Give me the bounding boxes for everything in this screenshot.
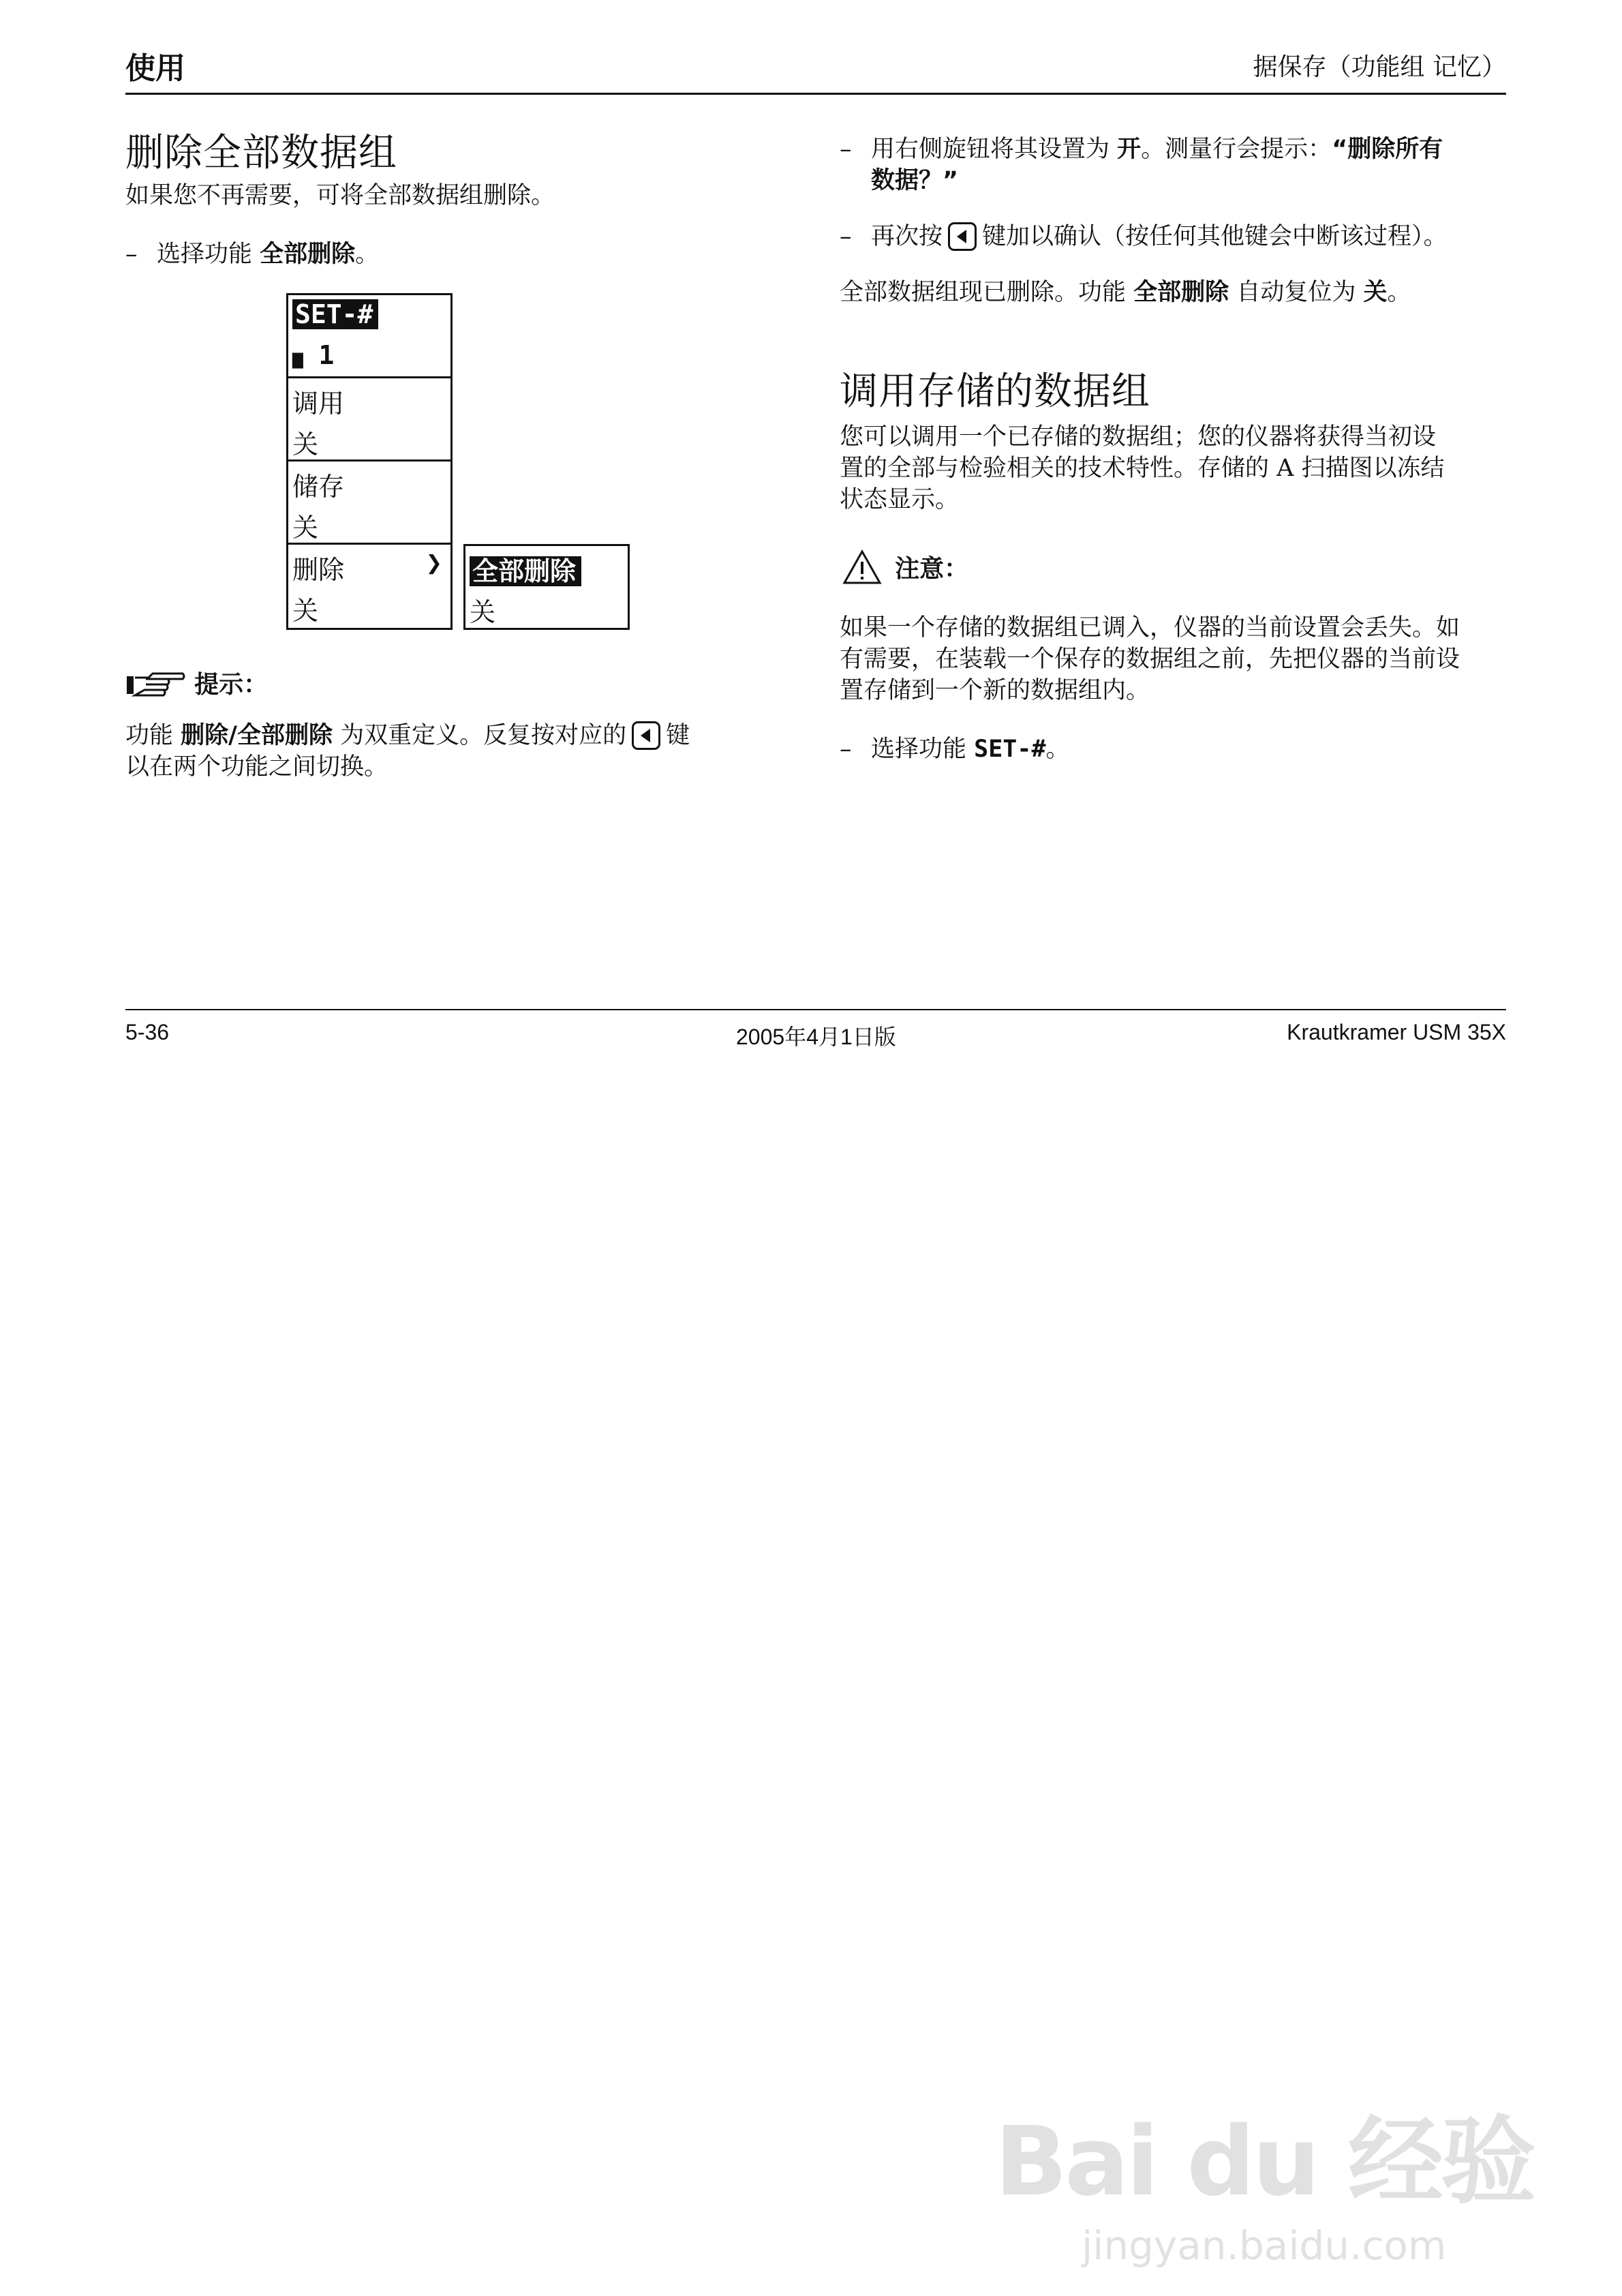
- punct: 。: [355, 241, 380, 268]
- page-number: 5-36: [125, 1020, 170, 1044]
- menu-store-label: 储存: [292, 472, 345, 502]
- caution-line3: 置存储到一个新的数据组内。: [840, 677, 1150, 704]
- footer-rule: [125, 1009, 1506, 1010]
- value-on: 开: [1117, 136, 1142, 163]
- tip-line1: 功能 删除/全部删除 为双重定义。反复按对应的 键: [125, 722, 690, 749]
- header-chapter: 据保存（功能组 记忆）: [1253, 53, 1506, 81]
- recall-para-line3: 状态显示。: [840, 486, 960, 513]
- function-name: SET-#: [974, 736, 1046, 763]
- list-dash: –: [840, 736, 852, 763]
- heading-recall: 调用存储的数据组: [840, 369, 1150, 414]
- tip-block: [125, 671, 268, 706]
- list-dash: –: [840, 223, 852, 250]
- watermark-logo: Bai du 经验: [994, 2106, 1533, 2218]
- menu-column: [286, 293, 453, 630]
- header-rule: [125, 93, 1506, 95]
- left-arrow-key-icon: [948, 222, 977, 251]
- caution-title: 注意：: [895, 555, 969, 583]
- menu-delete-value: 关: [292, 596, 319, 626]
- caution-line1: 如果一个存储的数据组已调入，仪器的当前设置会丢失。如: [840, 614, 1460, 641]
- step-select-set: – 选择功能 SET-#。: [840, 734, 1070, 765]
- pointing-hand-icon: [125, 671, 185, 698]
- menu-store-value: 关: [292, 513, 319, 543]
- menu-recall-cell: [288, 378, 450, 462]
- menu-set-title: SET-#: [292, 299, 378, 329]
- menu-set-cell: [288, 295, 450, 378]
- prompt-text-cont: 数据？”: [871, 167, 959, 194]
- header-section: 使用: [125, 51, 185, 86]
- recall-para-line2: 置的全部与检验相关的技术特性。存储的 A 扫描图以冻结: [840, 455, 1445, 482]
- menu-delete-all-value: 关: [470, 597, 496, 627]
- recall-para-line1: 您可以调用一个已存储的数据组；您的仪器将获得当初设: [840, 423, 1437, 451]
- prompt-text: “删除所有: [1332, 136, 1443, 163]
- menu-set-value: ▆ 1: [292, 340, 335, 370]
- step-set-on: – 用右侧旋钮将其设置为 开。测量行会提示：“删除所有: [840, 134, 1514, 165]
- menu-store-cell: [288, 462, 450, 545]
- menu-delete-cell: [288, 545, 450, 628]
- step-select-function: [125, 239, 379, 270]
- step-text: 选择功能: [157, 241, 253, 268]
- edition-date: 2005年4月1日版: [736, 1025, 896, 1049]
- function-name: 删除/全部删除: [181, 722, 333, 749]
- step-confirm: – 再次按 键加以确认（按任何其他键会中断该过程）。: [840, 221, 1448, 252]
- baidu-watermark: [994, 2085, 1533, 2269]
- warning-triangle-icon: [842, 549, 882, 585]
- menu-recall-label: 调用: [292, 389, 345, 419]
- caution-block: [842, 549, 968, 592]
- tip-line2: 以在两个功能之间切换。: [125, 753, 388, 781]
- function-name: 全部删除: [1133, 279, 1229, 306]
- heading-delete-all: 删除全部数据组: [125, 131, 397, 175]
- product-name: Krautkramer USM 35X: [1287, 1020, 1506, 1044]
- list-dash: –: [840, 136, 852, 163]
- menu-recall-value: 关: [292, 429, 319, 459]
- tip-title: 提示：: [194, 671, 269, 699]
- value-off: 关: [1363, 279, 1388, 306]
- chevron-right-icon: ❯: [425, 547, 442, 579]
- menu-delete-all-cell: [465, 546, 628, 629]
- chevron-right-icon: ❯: [602, 549, 619, 580]
- menu-delete-label: 删除: [292, 555, 345, 585]
- watermark-url: jingyan.baidu.com: [1082, 2222, 1447, 2269]
- list-dash: –: [125, 241, 138, 268]
- set-marker-icon: ▆: [292, 348, 303, 369]
- intro-text: 如果您不再需要，可将全部数据组删除。: [125, 182, 555, 209]
- left-arrow-key-icon: [632, 721, 660, 750]
- menu-delete-all-label: 全部删除: [470, 550, 581, 588]
- caution-line2: 有需要，在装载一个保存的数据组之前，先把仪器的当前设: [840, 646, 1460, 673]
- submenu-delete-all: [463, 544, 630, 630]
- function-name: 全部删除: [260, 241, 356, 268]
- result-text: 全部数据组现已删除。功能 全部删除 自动复位为 关。: [840, 279, 1411, 306]
